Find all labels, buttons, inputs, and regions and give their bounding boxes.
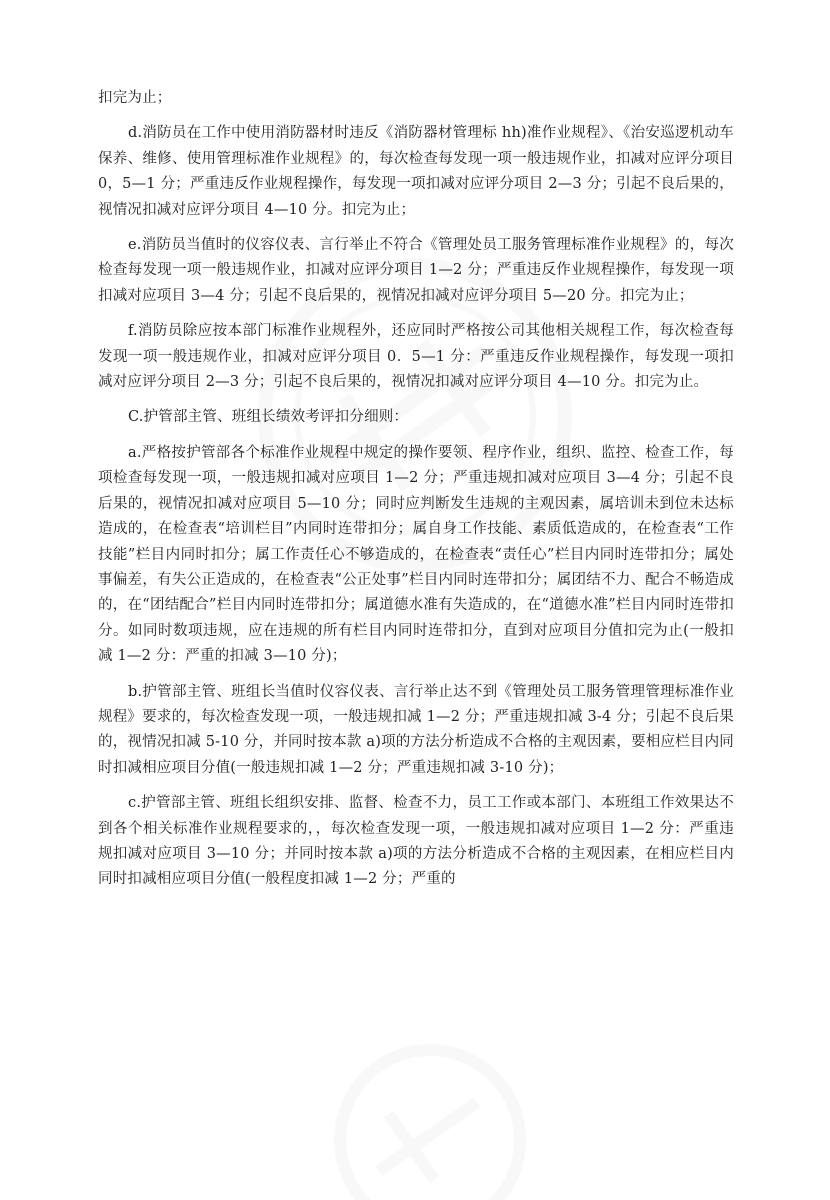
paragraph-item-a: a.严格按护管部各个标准作业规程中规定的操作要领、程序作业，组织、监控、检查工作，每项检查每发现一项，一般违规扣减对应项目 1—2 分；严重违规扣减对应项目 3—4 分；引起不良后果的，视情况扣减对应项目 5—10 分；同时应判断发生违规的主观因素，属培训未到位未达标造成的，在检查表“培训栏目”内同时连带扣分；属自身工作技能、素质低造成的，在检查表“工作技能”栏目内同时扣分；属工作责任心不够造成的，在检查表“责任心”栏目内同时连带扣分；属处事偏差，有失公正造成的，在检查表“公正处事”栏目内同时连带扣分；属团结不力、配合不畅造成的，在“团结配合”栏目内同时连带扣分；属道德水准有失造成的，在“道德水准”栏目内同时连带扣分。如同时数项违规，应在违规的所有栏目内同时连带扣分，直到对应项目分值扣完为止(一般扣减 1—2 分：严重的扣减 3—10 分)； (98, 444, 734, 665)
paragraph-continuation: 扣完为止； (98, 90, 172, 106)
watermark-seal-bottom-icon (330, 1040, 530, 1200)
paragraph-item-f: f.消防员除应按本部门标准作业规程外，还应同时严格按公司其他相关规程工作，每次检查每发现一项一般违规作业，扣减对应评分项目 0．5—1 分：严重违反作业规程操作，每发现一项扣减对应评分项目 2—3 分；引起不良后果的，视情况扣减对应评分项目 4—10 分。扣完为止。 (98, 323, 734, 391)
document-body (98, 86, 734, 903)
paragraph-item-b: b.护管部主管、班组长当值时仪容仪表、言行举止达不到《管理处员工服务管理管理标准作业规程》要求的，每次检查发现一项，一般违规扣减 1—2 分；严重违规扣减 3-4 分；引起不良后果的，视情况扣减 5-10 分，并同时按本款 a)项的方法分析造成不合格的主观因素，要相应栏目内同时扣减相应项目分值(一般违规扣减 1—2 分；严重违规扣减 3-10 分)； (98, 683, 734, 776)
paragraph-item-d: d.消防员在工作中使用消防器材时违反《消防器材管理标 hh)准作业规程》、《治安巡逻机动车保养、维修、使用管理标准作业规程》的，每次检查每发现一项一般违规作业，扣减对应评分项目 0，5—1 分；严重违反作业规程操作，每发现一项扣减对应评分项目 2—3 分；引起不良后果的，视情况扣减对应评分项目 4—10 分。扣完为止； (98, 125, 734, 218)
section-heading-c: C.护管部主管、班组长绩效考评扣分细则： (128, 409, 409, 426)
paragraph-item-e: e.消防员当值时的仪容仪表、言行举止不符合《管理处员工服务管理标准作业规程》的，每次检查每发现一项一般违规作业，扣减对应评分项目 1—2 分；严重违反作业规程操作，每发现一项扣减对应项目 3—4 分；引起不良后果的，视情况扣减对应评分项目 5—20 分。扣完为止； (98, 237, 734, 304)
paragraph-item-c: c.护管部主管、班组长组织安排、监督、检查不力，员工工作或本部门、本班组工作效果达不到各个相关标准作业规程要求的，，每次检查发现一项，一般违规扣减对应项目 1—2 分：严重违规扣减对应项目 3—10 分；并同时按本款 a)项的方法分析造成不合格的主观因素，在相应栏目内同时扣减相应项目分值(一般程度扣减 1—2 分；严重的 (98, 795, 734, 888)
